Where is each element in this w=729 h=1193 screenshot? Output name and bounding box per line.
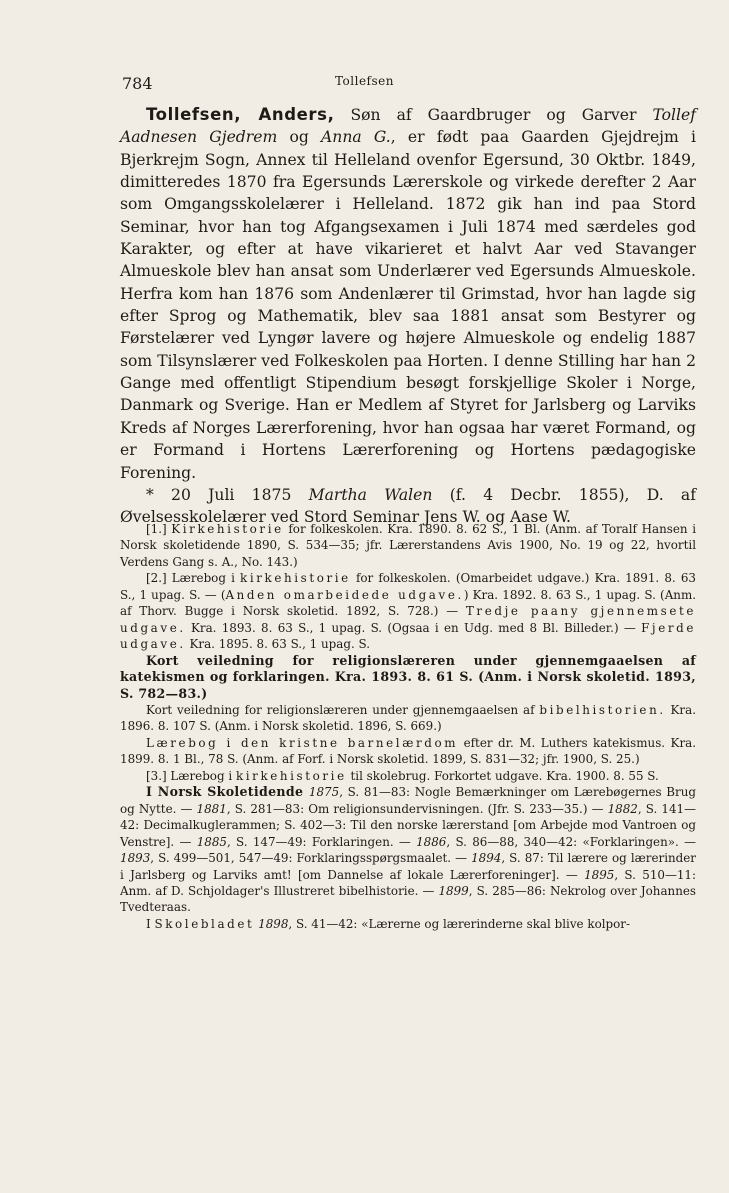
year: 1882 (607, 801, 638, 816)
text-run: (f. 4 Decbr. 1855), D. af Øvelsesskolelærer ved Stord Seminar Jens W. og Aase W. (120, 485, 696, 527)
work-number: [2.] (146, 571, 167, 586)
entry-name: Tollefsen, Anders, (146, 105, 335, 124)
work-title: bibelhistorien. (539, 702, 666, 717)
articles-item (120, 784, 696, 916)
year: 1898 (254, 916, 289, 931)
text-run: Kort veiledning for religionslæreren under gjennemgaaelsen af (146, 702, 540, 717)
biography-entry (120, 104, 696, 529)
text-run: I Norsk Skoletidende (146, 784, 309, 800)
wife-name: Martha Walen (308, 485, 433, 504)
year: 1881 (196, 801, 227, 816)
text-run: , S. 87: Til lærere og lærerinder i Jarlsberg og Larviks amt! [om Dannelse af lokale Lærerforeninger]. — (120, 851, 696, 882)
edition-label: Fjerde udgave. (120, 620, 696, 652)
year: 1886 (416, 834, 447, 849)
text-run: , er født paa Gaarden Gjejdrejm i Bjerkrejm Sogn, Annex til Helleland ovenfor Egersund, 30 Oktbr. 1849, dimitteredes 1870 fra Egersunds Lærerskole og virkede derefter 2 Aar som Omgangsskolelærer i Helleland. 1872 gik han ind paa Stord Seminar, hvor han tog Afgangsexamen i Juli 1874 med særdeles god Karakter, og efter at have vikarieret et halvt Aar ved Stavanger Almueskole blev han ansat som Underlærer ved Egersunds Almueskole. Herfra kom han 1876 som Andenlærer til Grimstad, hvor han lagde sig efter Sprog og Mathematik, blev saa 1881 ansat som Bestyrer og Førstelærer ved Lyngør lavere og højere Almueskole og endelig 1887 som Tilsynslærer ved Folkeskolen paa Horten. I denne Stilling har han 2 Gange med offentligt Stipendium besøgt forskjellige Skoler i Norge, Danmark og Sverige. Han er Medlem af Styret for Jarlsberg og Larviks Kreds af Norges Lærerforening, hvor han ogsaa har været Formand, og er Formand i Hortens Lærerforening og Hortens pædagogiske Forening. (120, 128, 696, 482)
text-run: , S. 81—83: Nogle Bemærkninger om Lærebøgernes Brug og Nytte. — (120, 785, 696, 816)
running-head: Tollefsen (334, 74, 394, 88)
work-item (120, 570, 696, 652)
mother-name: Anna G. (321, 128, 391, 147)
text-run: , S. 141—42: Decimalkuglerammen; S. 402—3: Til den norske lærerstand [om Arbejde mod Vantroen og Venstre]. — (120, 801, 696, 849)
text-run: , S. 147—49: Forklaringen. — (226, 834, 417, 849)
text-run: , S. 499—501, 547—49: Forklaringsspørgsmaalet. — (150, 851, 472, 866)
work-number: [3.] (146, 768, 167, 783)
text-run: Søn af Gaardbruger og Garver (334, 106, 653, 124)
page-number: 784 (122, 74, 153, 93)
work-title: Lærebog i den kristne barnelærdom (146, 735, 459, 750)
text-run: til skolebrug. Forkortet udgave. Kra. 1900. 8. 55 S. (346, 768, 659, 783)
text-run: I (146, 916, 155, 931)
work-item (120, 735, 696, 768)
work-title: kirkehistorie (240, 571, 351, 586)
text-run: , S. 510—11: Anm. af D. Schjoldager's Illustreret bibelhistorie. — (120, 867, 696, 898)
text-run: , S. 281—83: Om religionsundervisningen. (Jfr. S. 233—35.) — (226, 801, 608, 816)
text-run: efter dr. M. Luthers katekismus. Kra. 1899. 8. 1 Bl., 78 S. (Anm. af Forf. i Norsk skoletid. 1899, S. 831—32; jfr. 1900, S. 25.) (120, 735, 696, 767)
text-run: * 20 Juli 1875 (146, 485, 309, 504)
work-item (120, 768, 696, 784)
father-name: Tollef Aadnesen Gjedrem (120, 106, 696, 147)
year: 1875 (308, 785, 340, 800)
text-run: for folkeskolen. (Omarbeidet udgave.) Kra. 1891. 8. 63 S., 1 upag. S. — ( (120, 571, 696, 602)
year: 1893 (120, 851, 151, 866)
year: 1894 (471, 851, 502, 866)
work-item-fraktur: Kort veiledning for religionslæreren under gjennemgaaelsen af katekismen og forklaringen. Kra. 1893. 8. 61 S. (Anm. i Norsk skoletid. 1893, S. 782—83.) (120, 652, 696, 701)
edition-label: Anden omarbeidede udgave. (225, 587, 464, 602)
year: 1899 (438, 883, 469, 898)
work-item (120, 521, 696, 570)
edition-label: Tredje paany gjennemsete udgave. (120, 604, 696, 635)
text-run: og (277, 128, 322, 147)
text-run: Lærebog i (166, 768, 236, 783)
text-run: for folkeskolen. Kra. 1890. 8. 62 S., 1 Bl. (Anm. af Toralf Hansen i Norsk skoletidende 1890, S. 534—35; jfr. Lærerstandens Avis 1900, No. 19 og 22, hvortil Verdens Gang s. A., No. 143.) (120, 522, 697, 569)
work-number: [1.] (146, 522, 167, 536)
year: 1895 (584, 867, 615, 882)
text-run: , S. 285—86: Nekrolog over Johannes Tvedteraas. (120, 883, 696, 915)
text-run: Kra. 1893. 8. 63 S., 1 upag. S. (Ogsaa i en Udg. med 8 Bl. Billeder.) — (185, 620, 642, 635)
biography-paragraph (120, 104, 696, 484)
text-run: Lærebog i (166, 571, 241, 586)
text-run: Kra. 1895. 8. 63 S., 1 upag. S. (185, 637, 371, 652)
periodical-title: Skolebladet (154, 916, 255, 931)
articles-item (120, 916, 696, 932)
work-title: Kirkehistorie (171, 522, 284, 536)
text-run: , S. 86—88, 340—42: «Forklaringen». — (446, 834, 696, 849)
work-title: kirkehistorie (235, 768, 347, 783)
text-run: Kra. 1896. 8. 107 S. (Anm. i Norsk skoletid. 1896, S. 669.) (120, 702, 696, 734)
text-run: ) Kra. 1892. 8. 63 S., 1 upag. S. (Anm. af Thorv. Bugge i Norsk skoletid. 1892, S. 728.) — (120, 587, 696, 619)
year: 1885 (196, 834, 227, 849)
works-list (120, 521, 696, 932)
text-run: , S. 41—42: «Lærerne og lærerinderne skal blive kolpor- (288, 916, 630, 931)
work-item (120, 702, 696, 735)
